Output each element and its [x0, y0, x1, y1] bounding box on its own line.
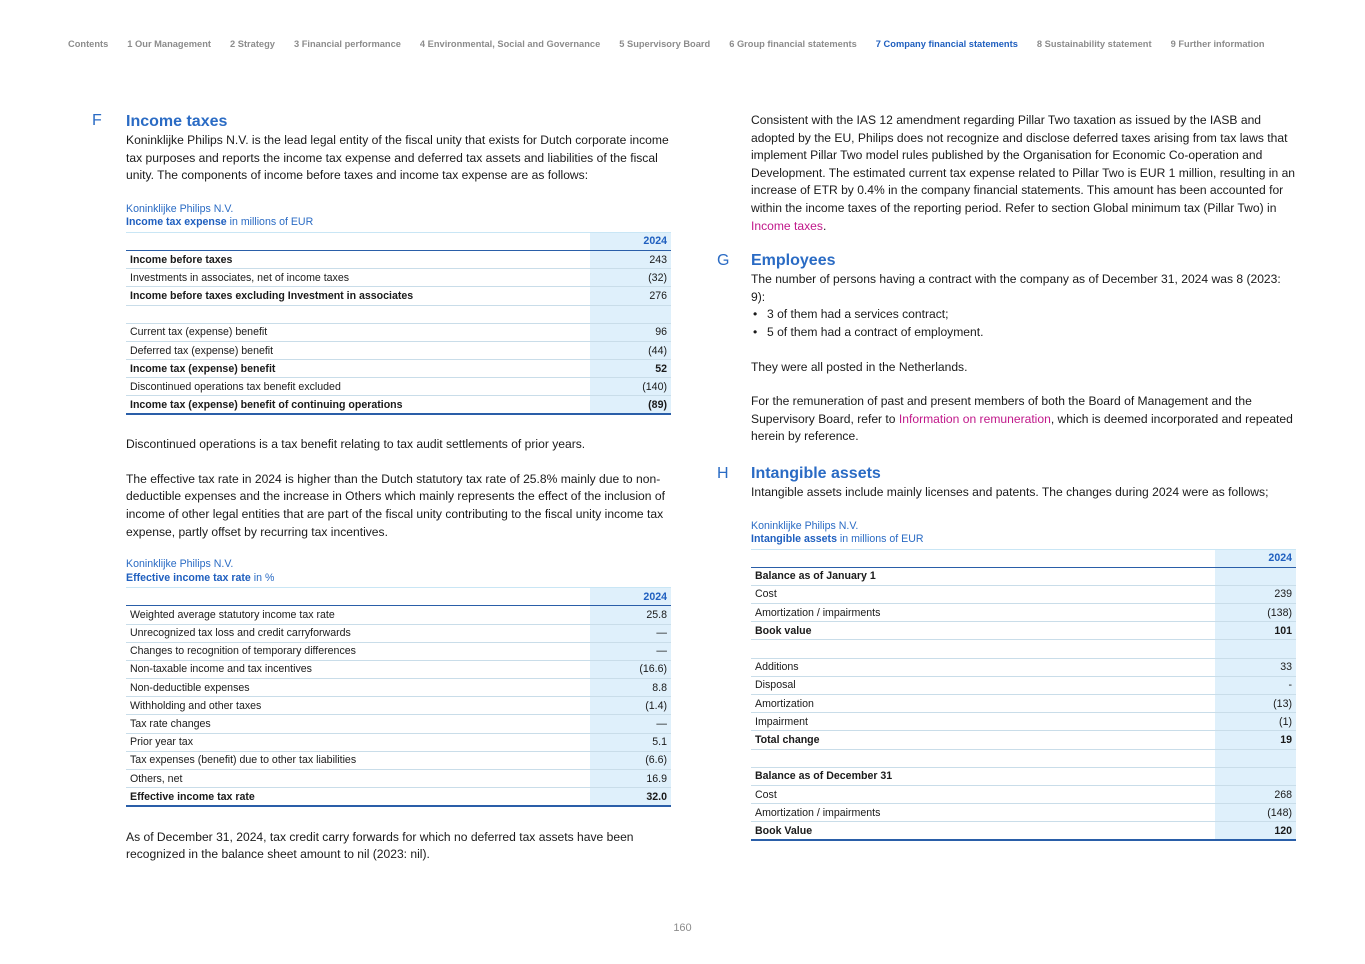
table-cell-value	[1215, 640, 1296, 658]
table-cell-value: (32)	[590, 269, 671, 287]
table-cell-value: 268	[1215, 785, 1296, 803]
page-number: 160	[673, 922, 692, 934]
income-taxes-link[interactable]: Income taxes	[751, 218, 823, 233]
table-cell-label: Total change	[751, 731, 1215, 749]
right-column	[751, 112, 1296, 841]
table-cell-label	[751, 749, 1215, 767]
table-row	[751, 822, 1296, 840]
table-row-blank	[751, 640, 1296, 658]
nav-sustainability-statement[interactable]: 8 Sustainability statement	[1036, 39, 1152, 49]
table2-year-header: 2024	[590, 588, 671, 606]
table-cell-label	[126, 588, 590, 606]
table-cell-label: Tax expenses (benefit) due to other tax liabilities	[126, 751, 590, 769]
table-cell-value: -	[1215, 676, 1296, 694]
table2-title: Effective income tax rate in %	[126, 571, 275, 584]
table3-title: Intangible assets in millions of EUR	[751, 533, 924, 545]
table-cell-label: Income tax (expense) benefit of continuing operations	[126, 396, 590, 414]
table1-company: Koninklijke Philips N.V.	[126, 202, 234, 215]
table-row	[126, 733, 671, 751]
table-cell-label	[751, 549, 1215, 567]
table-cell-value: 16.9	[590, 770, 671, 788]
left-column	[126, 112, 671, 864]
table-cell-value	[590, 305, 671, 323]
section-f-title: Income taxes	[126, 113, 228, 130]
table-cell-label: Non-deductible expenses	[126, 679, 590, 697]
table-cell-value: (140)	[590, 378, 671, 396]
table-row	[751, 585, 1296, 603]
intangible-assets-table	[751, 549, 1296, 842]
table-cell-value: (138)	[1215, 604, 1296, 622]
table-row	[126, 715, 671, 733]
table-row	[751, 676, 1296, 694]
table-cell-label: Investments in associates, net of income taxes	[126, 269, 590, 287]
table-row	[126, 287, 671, 305]
table-cell-label: Balance as of January 1	[751, 567, 1215, 585]
table3-company: Koninklijke Philips N.V.	[751, 519, 859, 532]
table-cell-label	[126, 232, 590, 250]
table-row-blank	[126, 305, 671, 323]
table3-year-header: 2024	[1215, 549, 1296, 567]
table-cell-label: Impairment	[751, 713, 1215, 731]
table-row	[126, 770, 671, 788]
table-row	[751, 731, 1296, 749]
table-cell-value: 243	[590, 250, 671, 268]
table-row	[126, 679, 671, 697]
table-cell-label: Additions	[751, 658, 1215, 676]
table-cell-value: 52	[590, 360, 671, 378]
table-cell-label: Current tax (expense) benefit	[126, 323, 590, 341]
effective-tax-rate-table	[126, 587, 671, 807]
table-row	[126, 341, 671, 359]
table-cell-value: 32.0	[590, 788, 671, 806]
table-cell-label: Non-taxable income and tax incentives	[126, 660, 590, 678]
table-row	[751, 713, 1296, 731]
table1-title: Income tax expense in millions of EUR	[126, 216, 314, 229]
table-cell-label: Balance as of December 31	[751, 767, 1215, 785]
table-cell-value: (6.6)	[590, 751, 671, 769]
nav-strategy[interactable]: 2 Strategy	[230, 39, 275, 49]
table-cell-value: (148)	[1215, 804, 1296, 822]
table-cell-value: (89)	[590, 396, 671, 414]
section-f-letter: F	[92, 112, 102, 129]
table-row	[751, 604, 1296, 622]
table-cell-value: 25.8	[590, 606, 671, 624]
table-cell-label: Amortization	[751, 695, 1215, 713]
posted-paragraph: They were all posted in the Netherlands.	[751, 359, 968, 374]
section-h-letter: H	[717, 465, 729, 482]
table-cell-value	[1215, 767, 1296, 785]
table-cell-label: Withholding and other taxes	[126, 697, 590, 715]
table-cell-label: Effective income tax rate	[126, 788, 590, 806]
table-cell-value	[1215, 749, 1296, 767]
nav-supervisory-board[interactable]: 5 Supervisory Board	[619, 39, 711, 49]
table-cell-value: 101	[1215, 622, 1296, 640]
table-row	[751, 767, 1296, 785]
table-cell-value: —	[590, 715, 671, 733]
table-row	[126, 269, 671, 287]
table-row	[126, 642, 671, 660]
table-row	[126, 606, 671, 624]
table-cell-label: Unrecognized tax loss and credit carryforwards	[126, 624, 590, 642]
nav-company-financial-statements[interactable]: 7 Company financial statements	[875, 39, 1018, 49]
table-cell-value: 19	[1215, 731, 1296, 749]
table-cell-value: (1.4)	[590, 697, 671, 715]
table-row	[126, 378, 671, 396]
list-item: • 5 of them had a contract of employment.	[751, 324, 1296, 342]
remuneration-link[interactable]: Information on remuneration	[898, 411, 1051, 426]
table-row	[751, 622, 1296, 640]
table-cell-value: 5.1	[590, 733, 671, 751]
nav-financial-performance[interactable]: 3 Financial performance	[293, 39, 401, 49]
table-row	[126, 250, 671, 268]
nav-esg[interactable]: 4 Environmental, Social and Governance	[419, 39, 601, 49]
table-row	[126, 697, 671, 715]
table-cell-label: Disposal	[751, 676, 1215, 694]
section-h-intro: Intangible assets include mainly licenses and patents. The changes during 2024 were as follows;	[751, 484, 1269, 499]
table-cell-value: —	[590, 642, 671, 660]
table-row	[126, 624, 671, 642]
table-cell-value	[1215, 567, 1296, 585]
table-row	[126, 788, 671, 806]
table-cell-label: Changes to recognition of temporary differences	[126, 642, 590, 660]
remuneration-paragraph: For the remuneration of past and present members of both the Board of Management and the Supervisory Board, refer to Information on remuneration, which is deemed incorporated and repeated herein by reference.	[751, 394, 1293, 444]
table-cell-label: Tax rate changes	[126, 715, 590, 733]
nav-our-management[interactable]: 1 Our Management	[127, 39, 211, 49]
section-f-intro: Koninklijke Philips N.V. is the lead legal entity of the fiscal unity that exists for Dutch corporate income tax purposes and reports the income tax expense and deferred tax assets and liabilities of the fiscal unity. The components of income before taxes and income tax expense are as follows:	[126, 133, 669, 183]
table1-year-header: 2024	[590, 232, 671, 250]
table-row	[126, 323, 671, 341]
table-row-blank	[751, 749, 1296, 767]
table-row	[126, 660, 671, 678]
pillar-two-paragraph: Consistent with the IAS 12 amendment regarding Pillar Two taxation as issued by the IASB and adopted by the EU, Philips does not recognize and disclose deferred taxes arising from tax laws that implement Pillar Two model rules published by the Organisation for Economic Co-operation and Development. The estimated current tax expense related to Pillar Two is EUR 1 million, resulting in an increase of ETR by 0.4% in the company financial statements. This amount has been accounted for within the income taxes of the reporting period. Refer to section Global minimum tax (Pillar Two) in Income taxes.	[751, 113, 1296, 233]
table-cell-label: Cost	[751, 585, 1215, 603]
table-cell-value: 239	[1215, 585, 1296, 603]
discontinued-paragraph: Discontinued operations is a tax benefit relating to tax audit settlements of prior years.	[126, 437, 586, 452]
effective-rate-paragraph: The effective tax rate in 2024 is higher than the Dutch statutory tax rate of 25.8% mainly due to non-deductible expenses and the increase in Others which mainly represents the effect of the inclusion of income of other legal entities that are part of the fiscal unity contributing to the fiscal unity income tax expense, partly offset by recurring tax incentives.	[126, 471, 665, 539]
table-cell-label: Income tax (expense) benefit	[126, 360, 590, 378]
table-row	[751, 567, 1296, 585]
top-navigation	[68, 39, 1284, 49]
table-cell-value: 96	[590, 323, 671, 341]
table-cell-value: (1)	[1215, 713, 1296, 731]
table-cell-label: Book Value	[751, 822, 1215, 840]
list-item: • 3 of them had a services contract;	[751, 306, 1296, 324]
table-cell-label: Income before taxes excluding Investment in associates	[126, 287, 590, 305]
table-cell-value: (13)	[1215, 695, 1296, 713]
table-cell-value: (16.6)	[590, 660, 671, 678]
table-cell-label: Book value	[751, 622, 1215, 640]
table-cell-label: Amortization / impairments	[751, 804, 1215, 822]
table-row	[751, 785, 1296, 803]
table-cell-label: Amortization / impairments	[751, 604, 1215, 622]
table-cell-value: —	[590, 624, 671, 642]
section-g-intro: The number of persons having a contract with the company as of December 31, 2024 was 8 (2023: 9):	[751, 272, 1281, 304]
table-row	[751, 658, 1296, 676]
table-cell-value: (44)	[590, 341, 671, 359]
table-cell-label	[126, 305, 590, 323]
section-g-title: Employees	[751, 252, 836, 270]
income-tax-expense-table	[126, 232, 671, 415]
section-h-title: Intangible assets	[751, 464, 881, 482]
table-cell-label: Weighted average statutory income tax rate	[126, 606, 590, 624]
table-cell-label: Discontinued operations tax benefit excluded	[126, 378, 590, 396]
carryforward-paragraph: As of December 31, 2024, tax credit carry forwards for which no deferred tax assets have been recognized in the balance sheet amount to nil (2023: nil).	[126, 829, 634, 862]
table-cell-label	[751, 640, 1215, 658]
nav-further-information[interactable]: 9 Further information	[1170, 39, 1265, 49]
section-g-letter: G	[717, 252, 730, 269]
table-cell-label: Income before taxes	[126, 250, 590, 268]
table-row	[126, 396, 671, 414]
nav-group-financial-statements[interactable]: 6 Group financial statements	[729, 39, 857, 49]
table-cell-label: Others, net	[126, 770, 590, 788]
table-cell-label: Deferred tax (expense) benefit	[126, 341, 590, 359]
employee-contract-list	[751, 306, 1296, 341]
nav-contents[interactable]: Contents	[68, 39, 109, 49]
table-cell-value: 8.8	[590, 679, 671, 697]
table-row	[751, 695, 1296, 713]
table-row	[751, 804, 1296, 822]
table-row	[126, 360, 671, 378]
table-cell-label: Prior year tax	[126, 733, 590, 751]
table-cell-value: 33	[1215, 658, 1296, 676]
table-row	[126, 751, 671, 769]
table-cell-label: Cost	[751, 785, 1215, 803]
table2-company: Koninklijke Philips N.V.	[126, 558, 234, 571]
table-cell-value: 276	[590, 287, 671, 305]
table-cell-value: 120	[1215, 822, 1296, 840]
